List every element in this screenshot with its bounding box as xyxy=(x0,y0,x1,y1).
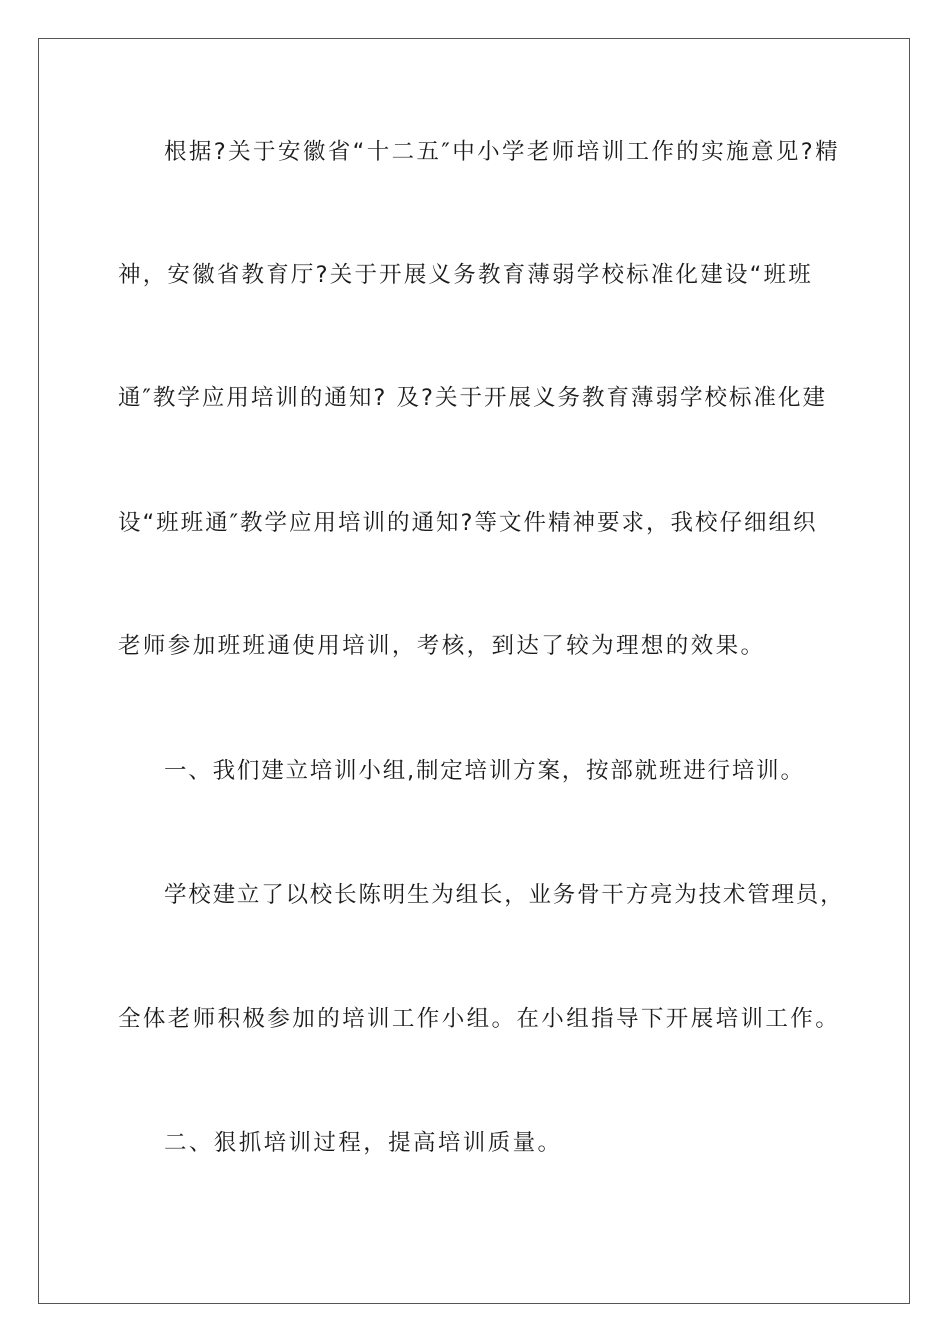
page-frame xyxy=(38,38,910,1304)
paragraph-2-line-1: 学校建立了以校长陈明生为组长，业务骨干方亮为技术管理员， xyxy=(164,882,845,908)
paragraph-1-line-1: 根据?关于安徽省“十二五″中小学老师培训工作的实施意见?精 xyxy=(164,139,841,165)
paragraph-1-line-2: 神，安徽省教育厅?关于开展义务教育薄弱学校标准化建设“班班 xyxy=(118,262,813,288)
paragraph-2-line-2: 全体老师积极参加的培训工作小组。在小组指导下开展培训工作。 xyxy=(118,1006,841,1032)
paragraph-1-line-3: 通″教学应用培训的通知? 及?关于开展义务教育薄弱学校标准化建 xyxy=(118,385,827,411)
section-heading-1: 一、我们建立培训小组,制定培训方案，按部就班进行培训。 xyxy=(164,758,805,784)
paragraph-1-line-4: 设“班班通″教学应用培训的通知?等文件精神要求，我校仔细组织 xyxy=(118,510,818,536)
section-heading-2: 二、狠抓培训过程，提高培训质量。 xyxy=(164,1130,563,1156)
paragraph-1-line-5: 老师参加班班通使用培训，考核，到达了较为理想的效果。 xyxy=(118,633,766,659)
